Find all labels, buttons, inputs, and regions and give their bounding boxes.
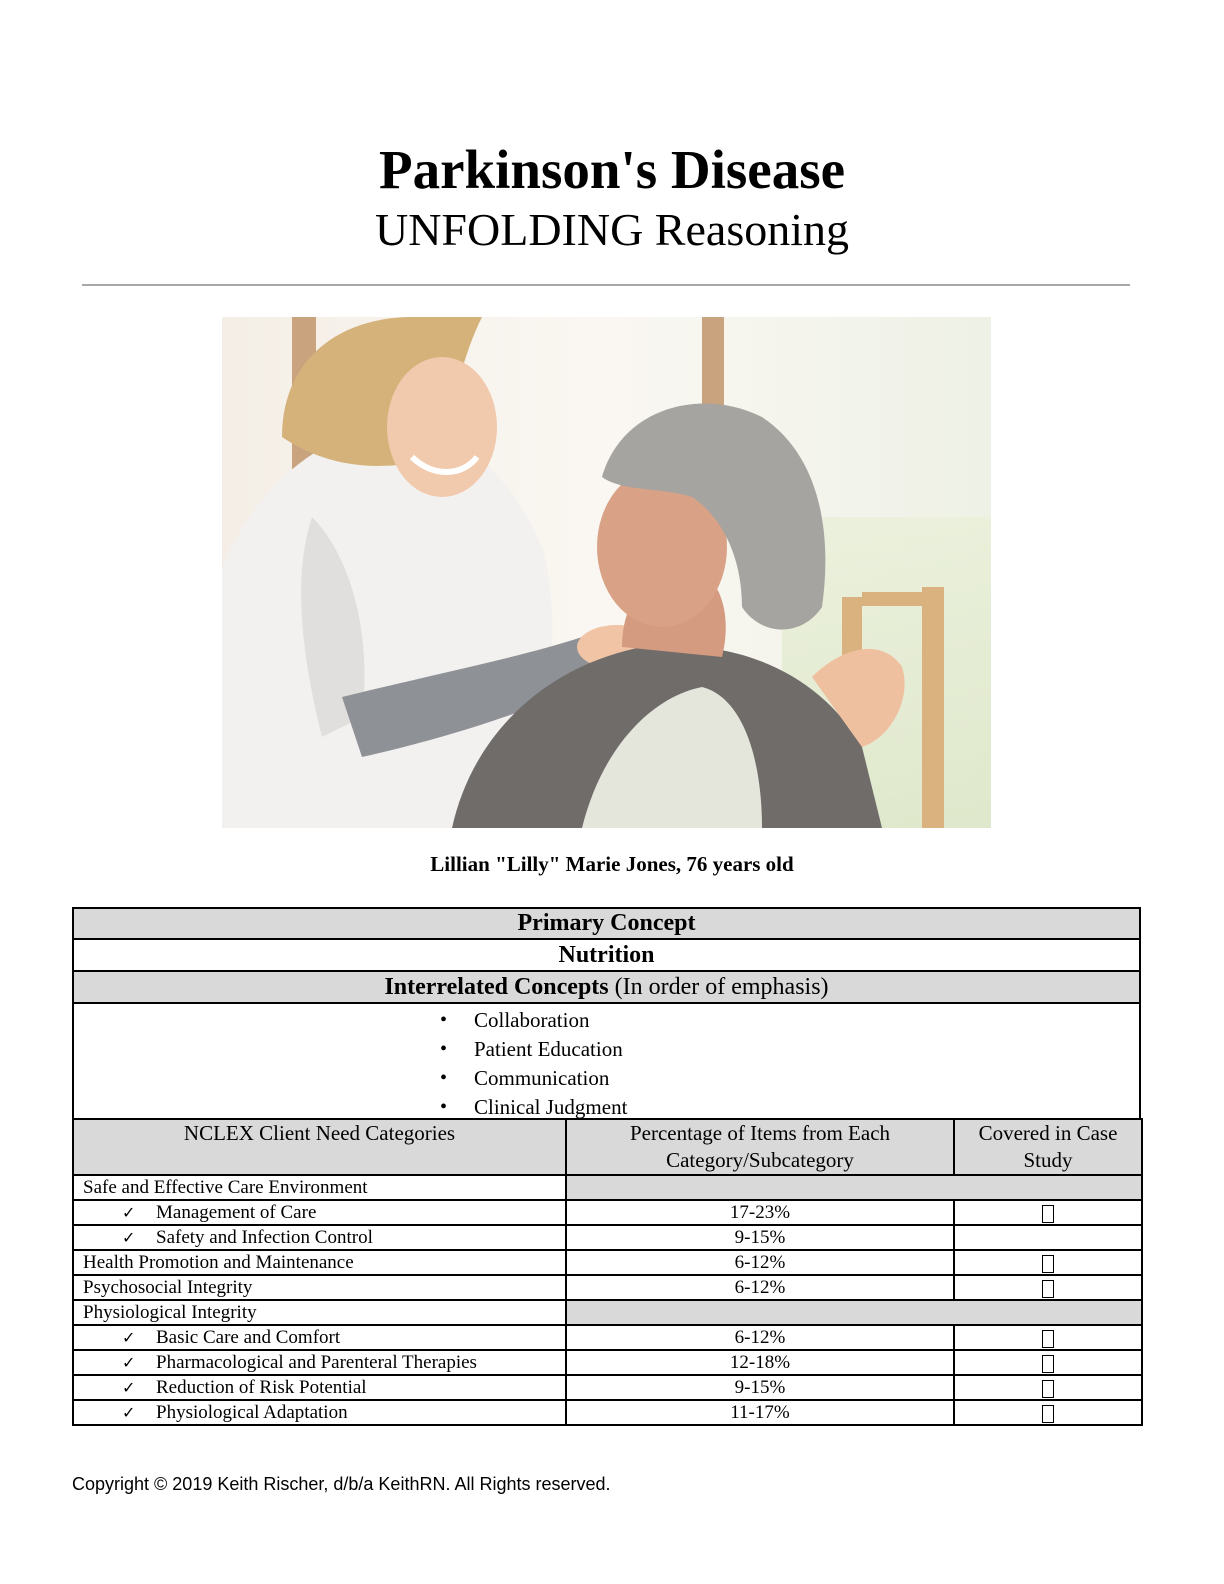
- bullet-icon: •: [440, 1009, 448, 1031]
- concept-label: Collaboration: [474, 1008, 590, 1032]
- nclex-percentage-cell: 6-12%: [566, 1325, 954, 1350]
- covered-box-icon: [1042, 1255, 1054, 1273]
- interrelated-concepts-list: [74, 1004, 1139, 1122]
- patient-caption: Lillian "Lilly" Marie Jones, 76 years old: [430, 852, 794, 876]
- interrelated-concepts-list-cell: [73, 1003, 1140, 1123]
- title-divider: [82, 284, 1130, 286]
- nclex-col-category: NCLEX Client Need Categories: [73, 1119, 566, 1175]
- interrelated-label: Interrelated Concepts: [384, 973, 609, 1000]
- table-row: [73, 1400, 1142, 1425]
- bullet-icon: •: [440, 1096, 448, 1118]
- list-item: [74, 1064, 1139, 1093]
- table-row: [73, 1275, 1142, 1300]
- checkmark-icon: ✓: [122, 1353, 136, 1372]
- concepts-table: [72, 907, 1141, 1124]
- nclex-covered-cell: [954, 1250, 1142, 1275]
- nclex-percentage-cell: 9-15%: [566, 1225, 954, 1250]
- nclex-category-label: Safe and Effective Care Environment: [83, 1177, 368, 1198]
- table-row: [73, 1350, 1142, 1375]
- nclex-covered-cell: [954, 1200, 1142, 1225]
- nclex-category-label: Physiological Integrity: [83, 1302, 257, 1323]
- copyright-notice: Copyright © 2019 Keith Rischer, d/b/a KeithRN. All Rights reserved.: [72, 1474, 611, 1494]
- nclex-percentage-cell: 17-23%: [566, 1200, 954, 1225]
- checkmark-icon: ✓: [122, 1378, 136, 1397]
- checkmark-icon: ✓: [122, 1403, 136, 1422]
- nclex-category-label: Basic Care and Comfort: [156, 1327, 341, 1348]
- nclex-category-cell: [73, 1225, 566, 1250]
- nclex-category-cell: [73, 1250, 566, 1275]
- list-item: [74, 1035, 1139, 1064]
- bullet-icon: •: [440, 1038, 448, 1060]
- checkmark-icon: ✓: [122, 1328, 136, 1347]
- page-subtitle: UNFOLDING Reasoning: [374, 204, 849, 255]
- nclex-category-cell: [73, 1300, 566, 1325]
- table-row: [73, 1175, 1142, 1200]
- concept-label: Patient Education: [474, 1037, 623, 1061]
- nclex-shaded-cell: [566, 1175, 1142, 1200]
- covered-box-icon: [1042, 1380, 1054, 1398]
- nclex-covered-cell: [954, 1400, 1142, 1425]
- nclex-header-row: [73, 1119, 1142, 1175]
- nclex-covered-cell: [954, 1325, 1142, 1350]
- nclex-category-cell: [73, 1400, 566, 1425]
- nclex-shaded-cell: [566, 1300, 1142, 1325]
- nclex-percentage-cell: 12-18%: [566, 1350, 954, 1375]
- nclex-covered-cell: [954, 1225, 1142, 1250]
- table-row: [73, 1325, 1142, 1350]
- nclex-covered-cell: [954, 1275, 1142, 1300]
- checkmark-icon: ✓: [122, 1228, 136, 1247]
- covered-box-icon: [1042, 1205, 1054, 1223]
- table-row: [73, 1200, 1142, 1225]
- checkmark-icon: ✓: [122, 1203, 136, 1222]
- nclex-category-label: Psychosocial Integrity: [83, 1277, 253, 1298]
- covered-box-icon: [1042, 1330, 1054, 1348]
- primary-concept-value: Nutrition: [73, 939, 1140, 971]
- bullet-icon: •: [440, 1067, 448, 1089]
- nclex-percentage-cell: 11-17%: [566, 1400, 954, 1425]
- nclex-category-cell: [73, 1350, 566, 1375]
- nclex-covered-cell: [954, 1375, 1142, 1400]
- page-title: Parkinson's Disease: [378, 139, 846, 200]
- covered-box-icon: [1042, 1405, 1054, 1423]
- list-item: [74, 1006, 1139, 1035]
- table-row: [73, 1225, 1142, 1250]
- nclex-category-cell: [73, 1325, 566, 1350]
- nclex-percentage-cell: 6-12%: [566, 1275, 954, 1300]
- nclex-percentage-cell: 9-15%: [566, 1375, 954, 1400]
- nclex-category-cell: [73, 1275, 566, 1300]
- nclex-category-label: Management of Care: [156, 1202, 317, 1223]
- nclex-category-label: Pharmacological and Parenteral Therapies: [156, 1352, 477, 1373]
- nclex-category-cell: [73, 1175, 566, 1200]
- interrelated-note: (In order of emphasis): [614, 973, 829, 1000]
- nclex-category-label: Physiological Adaptation: [156, 1402, 348, 1423]
- nclex-col-percentage: Percentage of Items from Each Category/Subcategory: [566, 1119, 954, 1175]
- nurse-with-elderly-patient-photo: [222, 317, 991, 828]
- concept-label: Clinical Judgment: [474, 1095, 628, 1119]
- interrelated-concepts-header: [73, 971, 1140, 1003]
- nclex-category-label: Health Promotion and Maintenance: [83, 1252, 354, 1273]
- covered-box-icon: [1042, 1355, 1054, 1373]
- nclex-category-label: Reduction of Risk Potential: [156, 1377, 367, 1398]
- table-row: [73, 1250, 1142, 1275]
- nclex-percentage-cell: 6-12%: [566, 1250, 954, 1275]
- nclex-category-label: Safety and Infection Control: [156, 1227, 373, 1248]
- concept-label: Communication: [474, 1066, 610, 1090]
- nclex-category-cell: [73, 1375, 566, 1400]
- nclex-table: [72, 1118, 1143, 1426]
- table-row: [73, 1300, 1142, 1325]
- primary-concept-header: Primary Concept: [73, 908, 1140, 939]
- nclex-category-cell: [73, 1200, 566, 1225]
- nclex-col-covered: Covered in Case Study: [954, 1119, 1142, 1175]
- covered-box-icon: [1042, 1280, 1054, 1298]
- nclex-covered-cell: [954, 1350, 1142, 1375]
- table-row: [73, 1375, 1142, 1400]
- nclex-body: [73, 1175, 1142, 1425]
